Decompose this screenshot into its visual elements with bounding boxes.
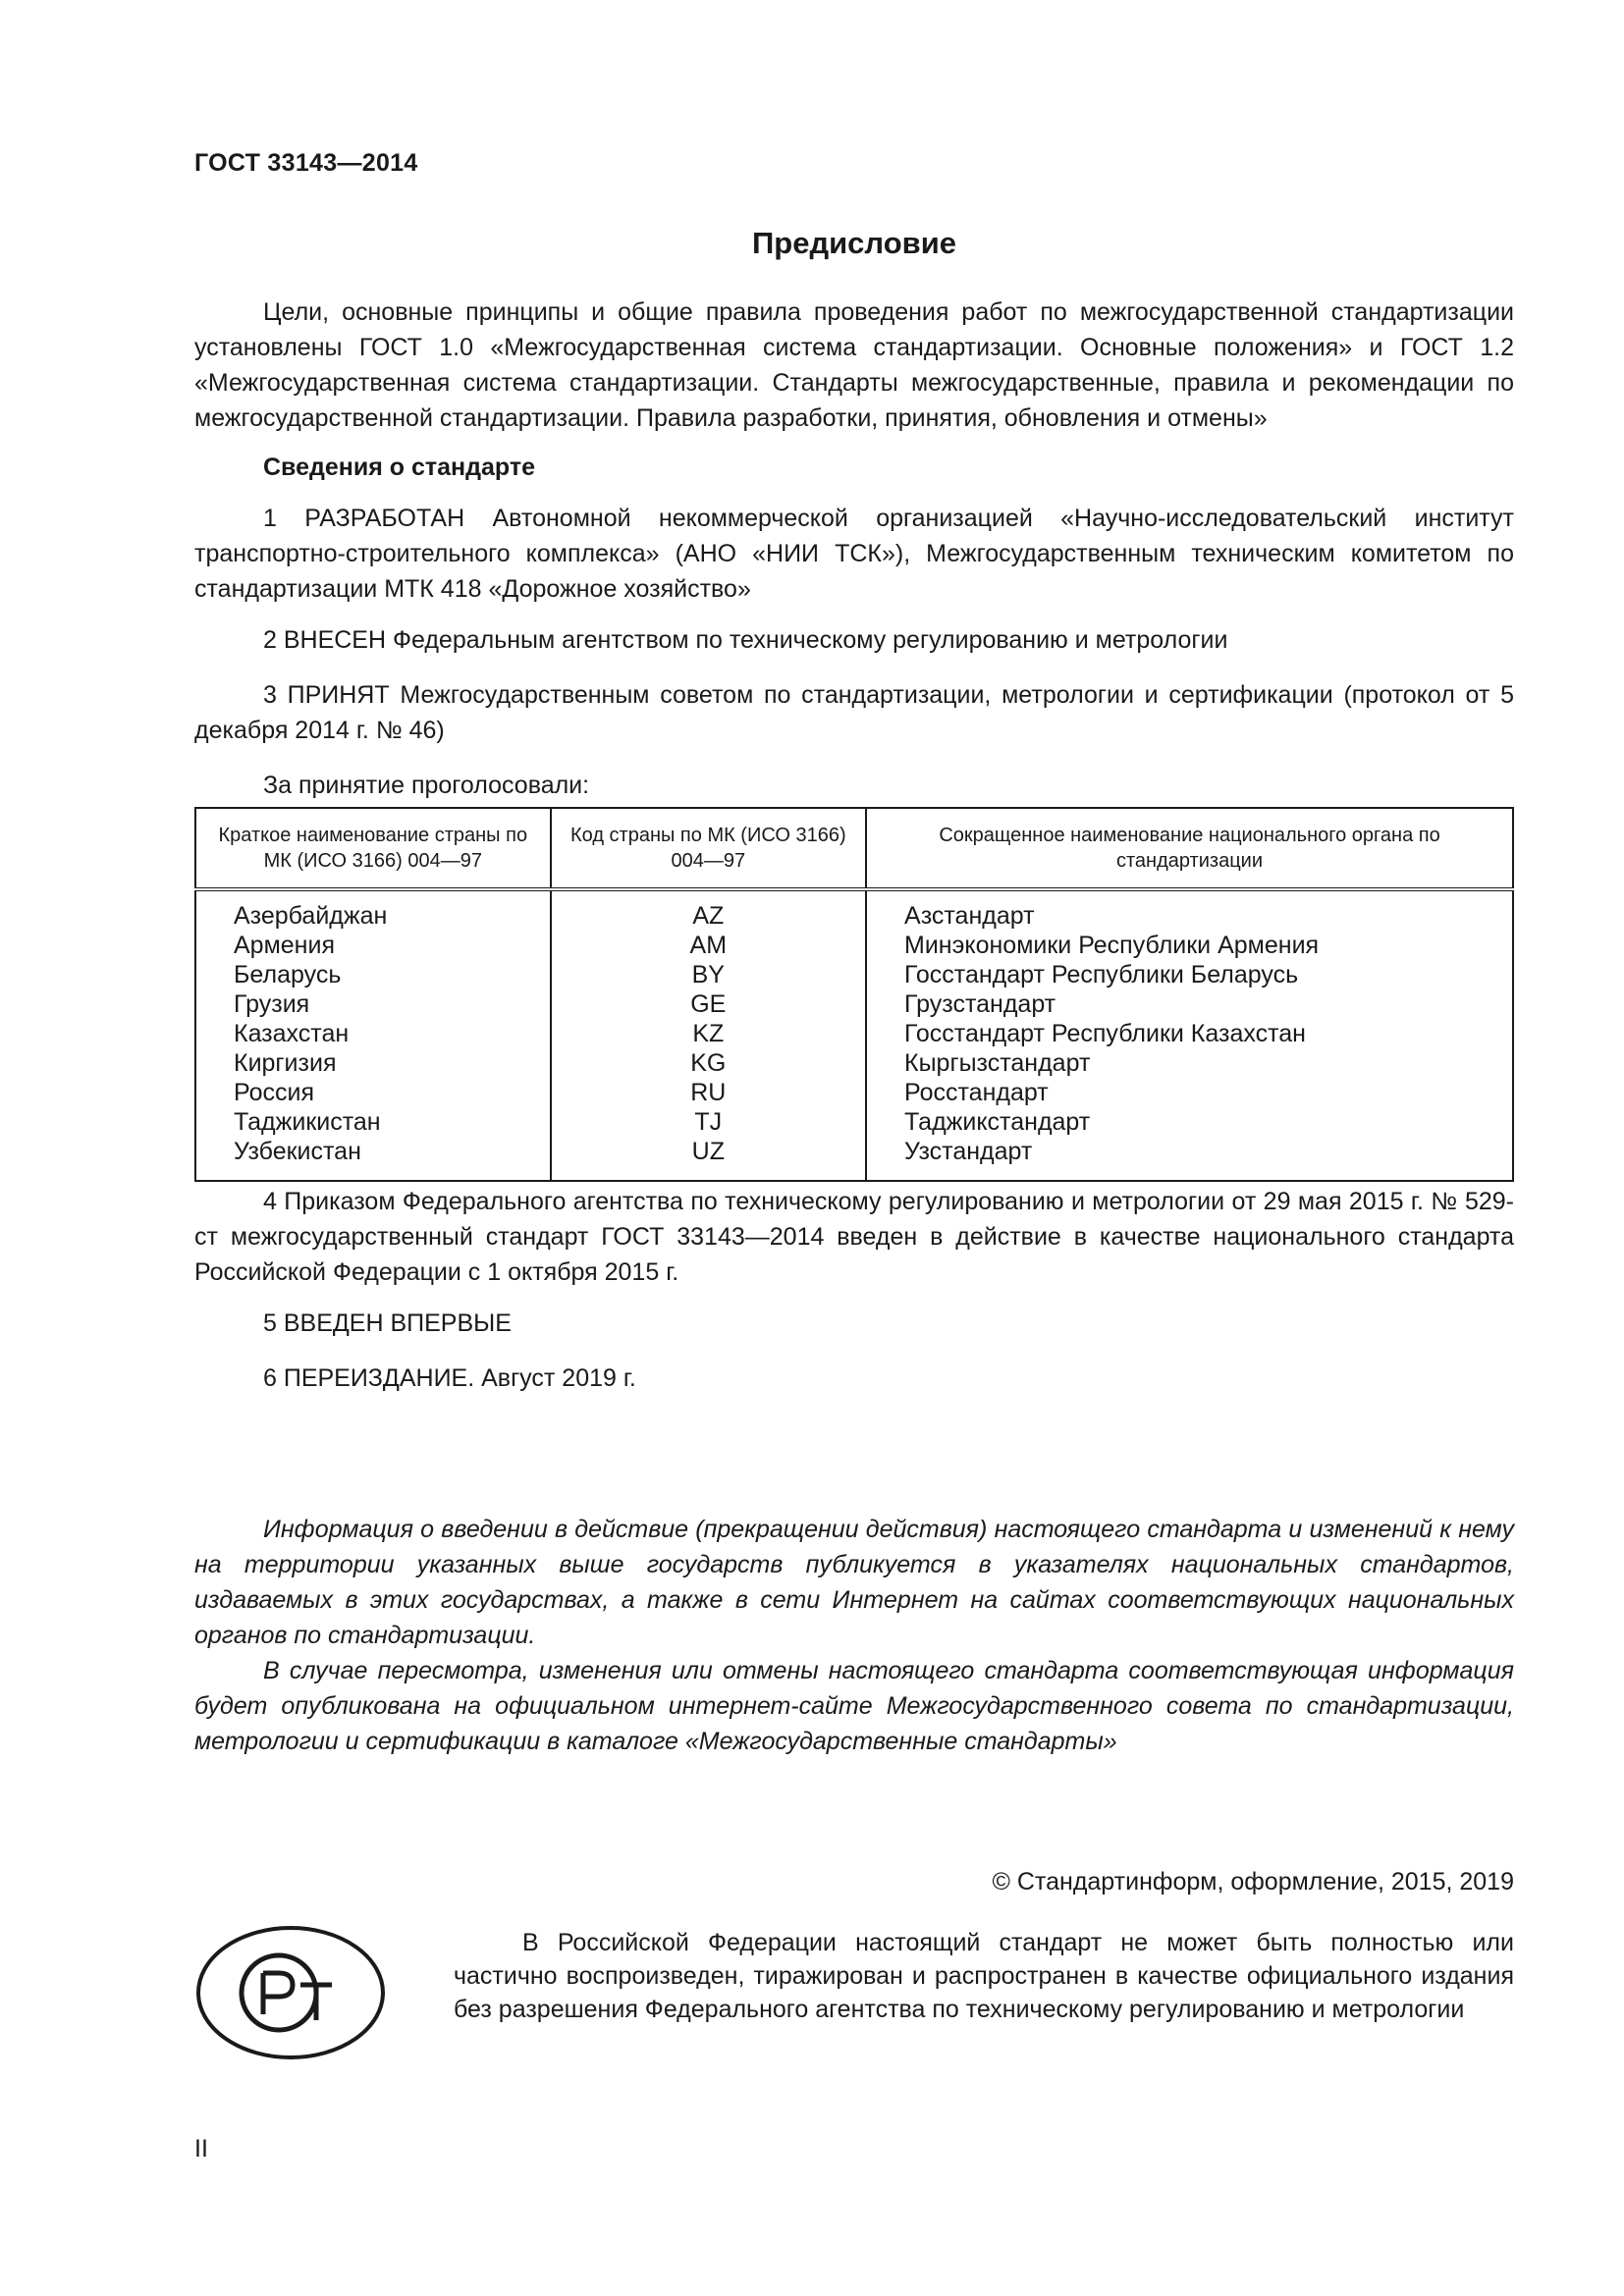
country-code: KG	[551, 1048, 866, 1078]
country-name: Россия	[234, 1079, 314, 1106]
country-code: KZ	[551, 1019, 866, 1048]
national-body: Росстандарт	[866, 1078, 1513, 1107]
header-country-code: Код страны по МК (ИСО 3166) 004—97	[551, 808, 866, 889]
country-name: Узбекистан	[234, 1138, 361, 1165]
table-row	[195, 1019, 1513, 1048]
intro-paragraph: Цели, основные принципы и общие правила проведения работ по межгосударственной стандартизации установлены ГОСТ 1.0 «Межгосударственная система стандартизации. Основные положения» и ГОСТ 1.2 «Межгосударственная система стандартизации. Стандарты межгосударственные, правила и рекомендации по межгосударственной стандартизации. Правила разработки, принятия, обновления и отмены»	[194, 298, 1514, 432]
country-code: RU	[551, 1078, 866, 1107]
votes-table	[194, 807, 1514, 1182]
votes-intro: За принятие проголосовали:	[263, 772, 590, 799]
copyright-line: © Стандартинформ, оформление, 2015, 2019	[992, 1868, 1514, 1896]
table-row	[195, 889, 1513, 931]
item-6-reissue: 6 ПЕРЕИЗДАНИЕ. Август 2019 г.	[263, 1364, 636, 1392]
item-1-developed: 1 РАЗРАБОТАН Автономной некоммерческой организацией «Научно-исследовательский институт транспортно-строительного комплекса» (АНО «НИИ ТСК»), Межгосударственным техническим комитетом по стандартизации МТК 418 «Дорожное хозяйство»	[194, 505, 1514, 603]
country-name: Армения	[234, 932, 335, 959]
note-info-paragraph: Информация о введении в действие (прекращении действия) настоящего стандарта и изменений к нему на территории указанных выше государств публикуется в указателях национальных стандартов, издаваемых в этих государствах, а также в сети Интернет на сайтах соответствующих национальных органов по стандартизации.	[194, 1516, 1514, 1649]
country-code: GE	[551, 989, 866, 1019]
national-body: Минэкономики Республики Армения	[866, 931, 1513, 960]
country-name: Казахстан	[234, 1020, 350, 1047]
table-row	[195, 1078, 1513, 1107]
national-body: Кыргызстандарт	[866, 1048, 1513, 1078]
item-4-order: 4 Приказом Федерального агентства по техническому регулированию и метрологии от 29 мая 2015 г. № 529-ст межгосударственный стандарт ГОСТ 33143—2014 введен в действие в качестве национального стандарта Российской Федерации с 1 октября 2015 г.	[194, 1188, 1514, 1286]
page-number: II	[194, 2135, 208, 2163]
item-5-first-introduced: 5 ВВЕДЕН ВПЕРВЫЕ	[263, 1309, 512, 1337]
note-revision-paragraph: В случае пересмотра, изменения или отмены настоящего стандарта соответствующая информация будет опубликована на официальном интернет-сайте Межгосударственного совета по стандартизации, метрологии и сертификации в каталоге «Межгосударственные стандарты»	[194, 1657, 1514, 1755]
country-name: Таджикистан	[234, 1108, 381, 1136]
item-2-introduced: 2 ВНЕСЕН Федеральным агентством по техническому регулированию и метрологии	[263, 626, 1228, 654]
table-row	[195, 1048, 1513, 1078]
national-body: Азстандарт	[866, 889, 1513, 931]
national-body: Госстандарт Республики Казахстан	[866, 1019, 1513, 1048]
national-body: Госстандарт Республики Беларусь	[866, 960, 1513, 989]
document-code-header: ГОСТ 33143—2014	[194, 149, 418, 177]
country-code: BY	[551, 960, 866, 989]
country-code: TJ	[551, 1107, 866, 1137]
table-row	[195, 989, 1513, 1019]
country-code: AM	[551, 931, 866, 960]
country-name: Киргизия	[234, 1049, 337, 1077]
country-name: Беларусь	[234, 961, 342, 988]
country-code: AZ	[551, 889, 866, 931]
table-row	[195, 1137, 1513, 1181]
national-body: Грузстандарт	[866, 989, 1513, 1019]
legal-notice: В Российской Федерации настоящий стандарт не может быть полностью или частично воспроизведен, тиражирован и распространен в качестве официального издания без разрешения Федерального агентства по техническому регулированию и метрологии	[454, 1929, 1514, 2023]
country-name: Грузия	[234, 990, 310, 1018]
section-heading: Сведения о стандарте	[263, 454, 536, 481]
header-country-name: Краткое наименование страны по МК (ИСО 3166) 004—97	[195, 808, 551, 889]
page-title: Предисловие	[751, 226, 956, 260]
national-body: Таджикстандарт	[866, 1107, 1513, 1137]
gost-r-certification-mark-icon	[194, 1924, 387, 2061]
table-row	[195, 931, 1513, 960]
item-3-adopted: 3 ПРИНЯТ Межгосударственным советом по стандартизации, метрологии и сертификации (протокол от 5 декабря 2014 г. № 46)	[194, 681, 1514, 744]
national-body: Узстандарт	[866, 1137, 1513, 1181]
country-name: Азербайджан	[234, 902, 388, 930]
header-national-body: Сокращенное наименование национального органа по стандартизации	[866, 808, 1513, 889]
table-row	[195, 1107, 1513, 1137]
table-row	[195, 960, 1513, 989]
country-code: UZ	[551, 1137, 866, 1181]
votes-table-header	[195, 808, 1513, 889]
